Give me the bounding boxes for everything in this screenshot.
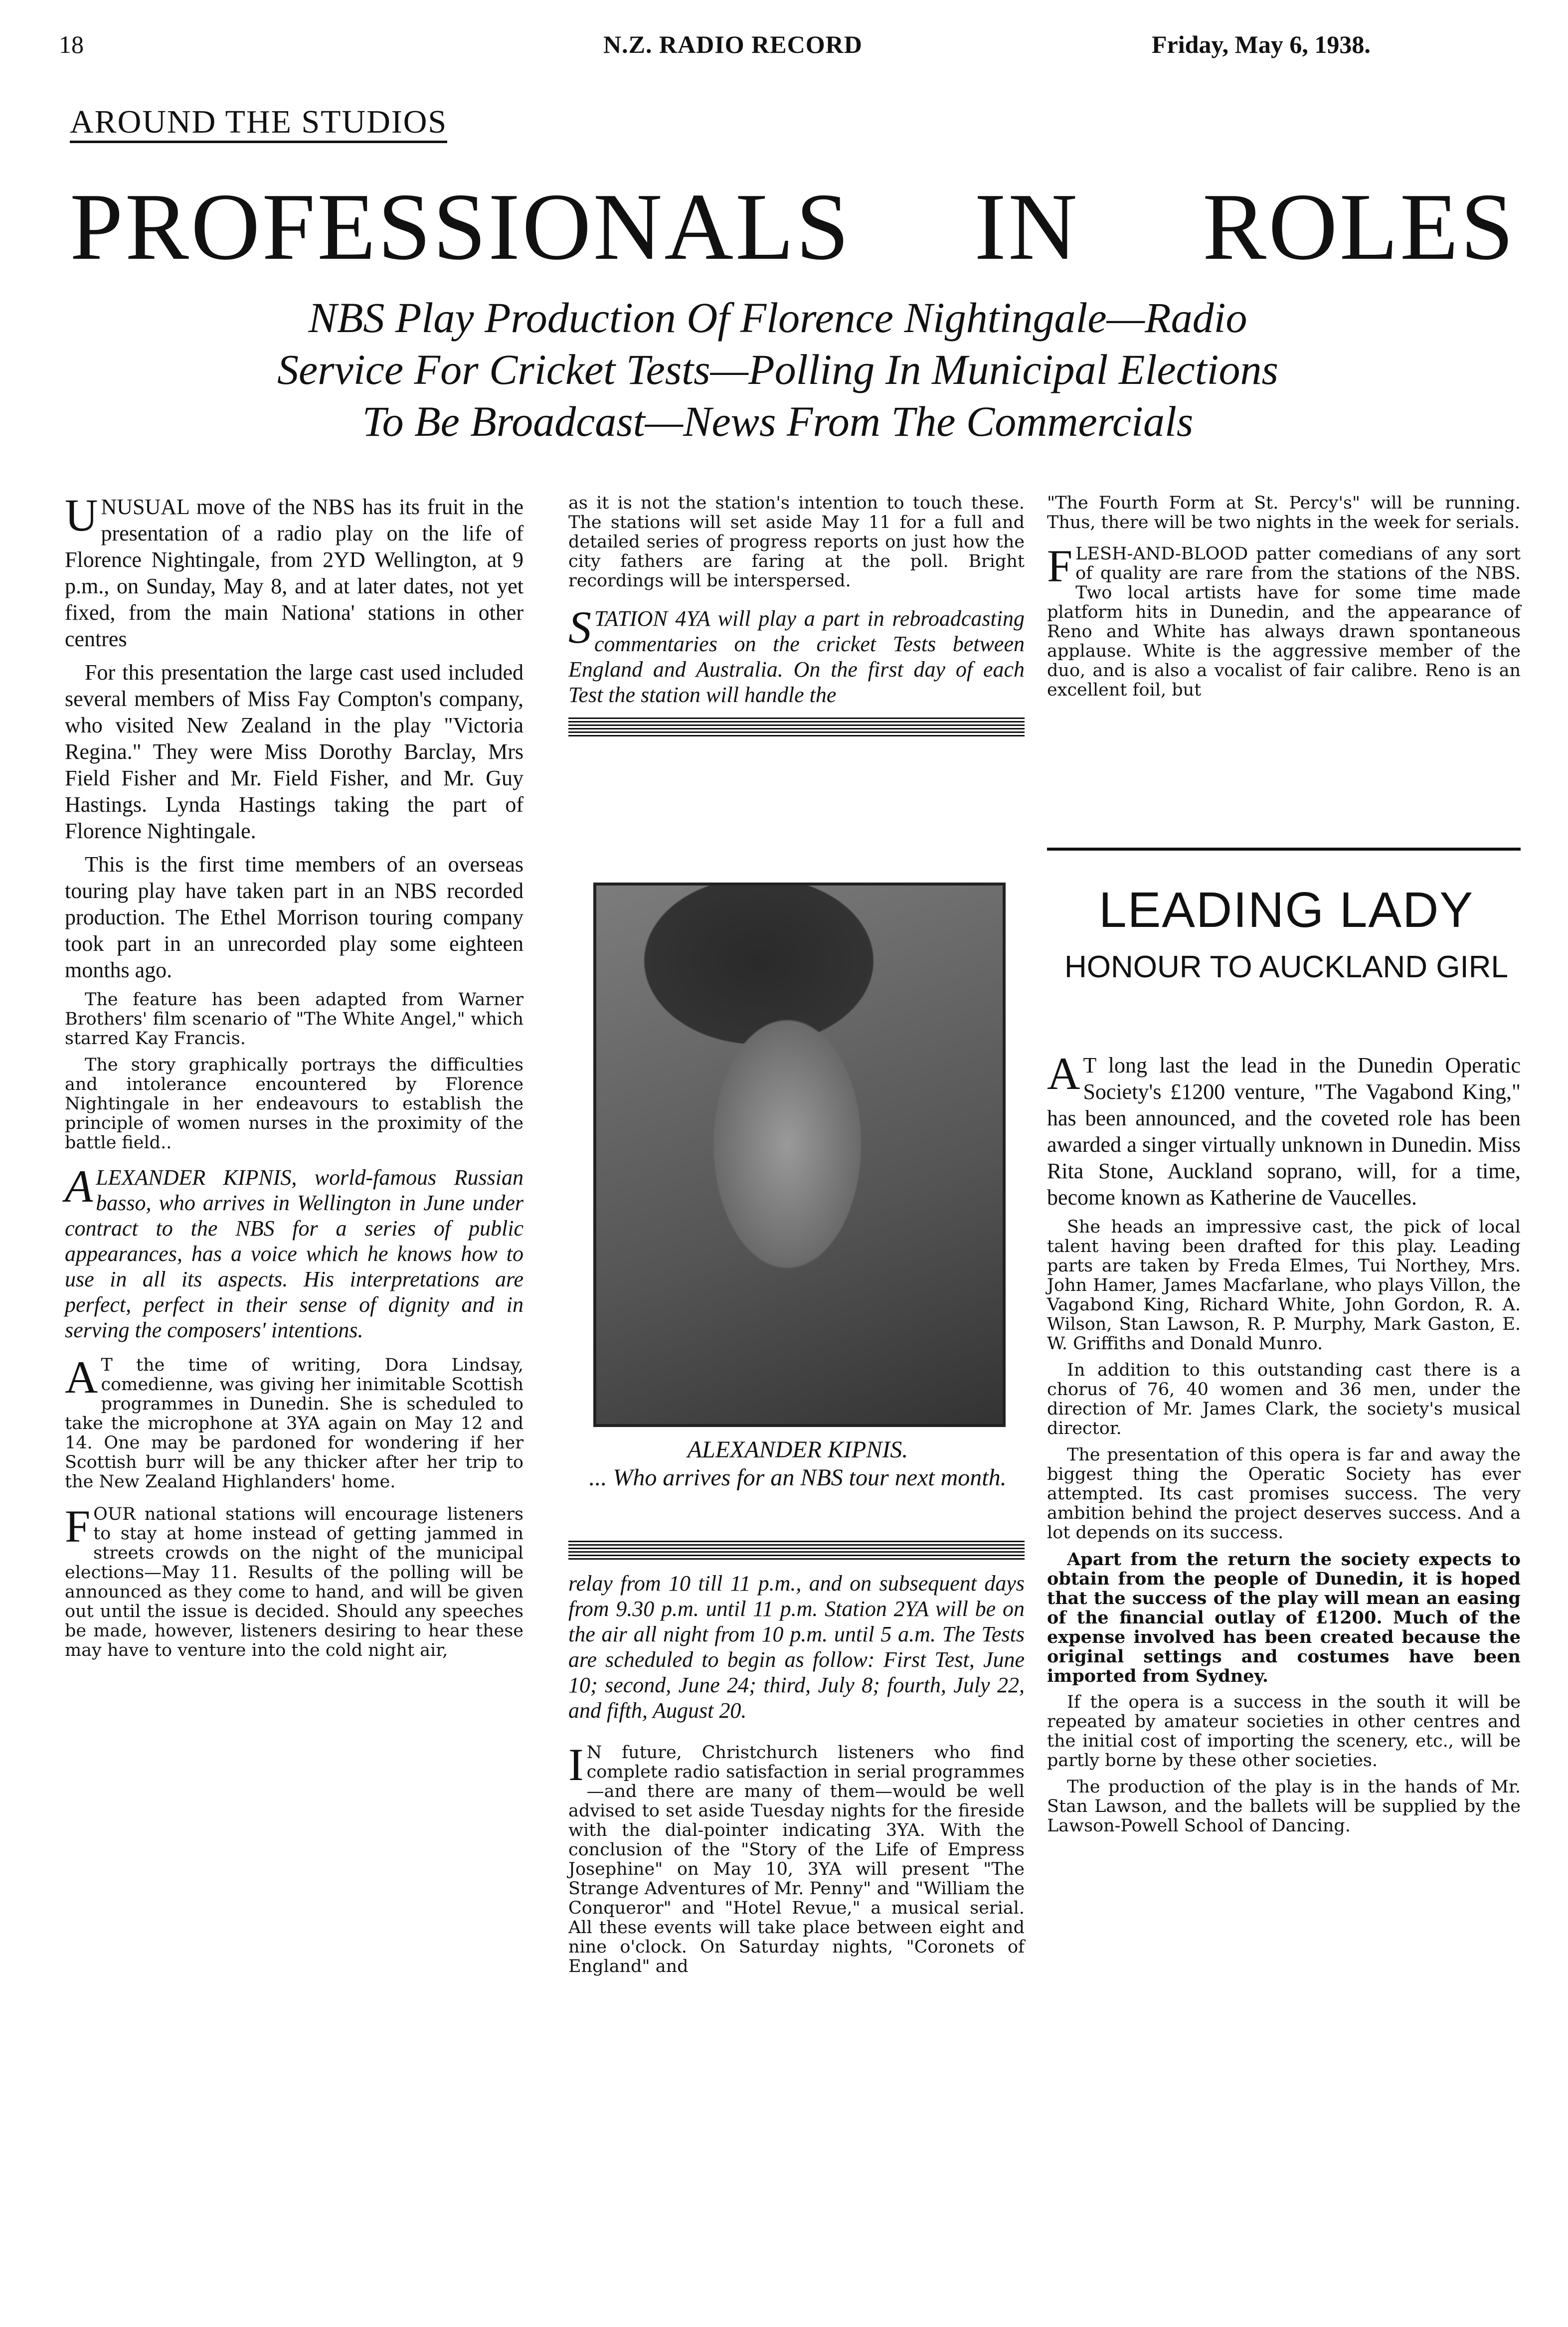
paragraph: relay from 10 till 11 p.m., and on subsequent days from 9.30 p.m. until 11 p.m. Station 2YA will be on the air all night from 10 p.m. until 5 a.m. The Tests are scheduled to begin as follow: First Test, June 10; second, June 24; third, July 8; fourth, July 22, and fifth, August 20. [568, 1571, 1025, 1723]
leading-lady-title: LEADING LADY [1098, 882, 1474, 938]
dropcap: A [65, 1161, 93, 1212]
article-cricket [568, 602, 1025, 708]
paragraph: The production of the play is in the hands of Mr. Stan Lawson, and the ballets will be supplied by the Lawson-Powell School of Dancing. [1047, 1777, 1521, 1836]
section-rule [1047, 848, 1521, 851]
publication-name: N.Z. RADIO RECORD [603, 30, 863, 58]
dropcap: A [1047, 1048, 1080, 1099]
article-elections [65, 1501, 523, 1660]
dropcap: U [65, 490, 98, 540]
paragraph: "The Fourth Form at St. Percy's" will be running. Thus, there will be two nights in the week for serials. [1047, 493, 1521, 533]
headline [70, 170, 1516, 284]
paragraph: NUSUAL move of the NBS has its fruit in the presentation of a radio play on the life of Florence Nightingale, from 2YD Wellington, at 9 p.m., on Sunday, May 8, and at later dates, not yet fixed, from the main Nationa' stations in other centres [65, 495, 523, 651]
paragraph: For this presentation the large cast used included several members of Miss Fay Compton's company, who visited New Zealand in the play "Victoria Regina." They were Miss Dorothy Barclay, Mrs Field Fisher and Mr. Field Fisher, and Mr. Guy Hastings. Lynda Hastings taking the part of Florence Nightingale. [65, 660, 523, 843]
paragraph: as it is not the station's intention to touch these. The stations will set aside May 11 for a full and detailed series of progress reports on just how the city fathers are faring at the poll. Bright recordings will be interspersed. [568, 493, 1025, 591]
paragraph: She heads an impressive cast, the pick of local talent having been drafted for this play. Leading parts are taken by Freda Elmes, Tui Northey, Mrs. John Hamer, James Macfarlane, who plays Villon, the Vagabond King, Richard White, John Gordon, R. A. Wilson, Stan Lawson, R. P. Murphy, Mark Gaston, E. W. Griffiths and Donald Munro. [1047, 1217, 1521, 1354]
dropcap: F [65, 1501, 91, 1552]
column-2-lower [568, 1541, 1025, 1983]
paragraph: If the opera is a success in the south it will be repeated by amateur societies in other centres and the initial cost of importing the scenery, etc., will be partly borne by these other societies. [1047, 1692, 1521, 1771]
divider [568, 1541, 1025, 1561]
paragraph-bold: Apart from the return the society expects to obtain from the people of Dunedin, it is hoped that the success of the play will mean an easing of the financial outlay of £1200. Much of the expense involved has been created because the original settings and costumes have been imported from Sydney. [1047, 1549, 1521, 1686]
subheadline [150, 292, 1406, 447]
paragraph: T long last the lead in the Dunedin Operatic Society's £1200 venture, "The Vagabond King," has been announced, and the coveted role has been awarded a singer virtually unknown in Dunedin. Miss Rita Stone, Auckland soprano, will, for a time, become known as Katherine de Vaucelles. [1047, 1053, 1521, 1210]
dropcap: I [568, 1739, 584, 1790]
caption-name: ALEXANDER KIPNIS. [687, 1436, 908, 1463]
article-nightingale [65, 490, 523, 983]
paragraph: The presentation of this opera is far and away the biggest thing the Operatic Society has ever attempted. Its cast promises success. The very ambition behind the project deserves success. And a lot depends on its success. [1047, 1445, 1521, 1543]
paragraph: The feature has been adapted from Warner Brothers' film scenario of "The White Angel," which starred Kay Francis. [65, 990, 523, 1049]
article-nightingale-cont [65, 990, 523, 1153]
dropcap: S [568, 602, 591, 653]
subheadline-line-3: To Be Broadcast—News From The Commercials [362, 397, 1194, 445]
article-kipnis [65, 1161, 523, 1343]
headline-word-1: PROFESSIONALS [70, 174, 852, 280]
section-label: AROUND THE STUDIOS [70, 104, 447, 143]
paragraph: OUR national stations will encourage listeners to stay at home instead of getting jammed in streets crowds on the night of the municipal elections—May 11. Results of the polling will be announced as they come to hand, and will be given out until the issue is decided. Should any speeches be made, however, listeners desiring to hear these may have to venture into the cold night air, [65, 1504, 523, 1660]
article-serials [568, 1739, 1025, 1976]
article-lindsay [65, 1352, 523, 1492]
article-cricket-cont [568, 1571, 1025, 1723]
column-2 [568, 494, 1025, 737]
paragraph: TATION 4YA will play a part in rebroadcasting commentaries on the cricket Tests between England and Australia. On the first day of each Test the station will handle the [568, 606, 1025, 707]
article-reno-white [1047, 540, 1521, 700]
column-3 [1047, 494, 1521, 707]
caption-text: ... Who arrives for an NBS tour next month. [589, 1464, 1007, 1491]
paragraph: In addition to this outstanding cast there is a chorus of 76, 40 women and 36 men, under the direction of Mr. James Clark, the society's musical director. [1047, 1360, 1521, 1438]
divider [568, 717, 1025, 737]
dropcap: A [65, 1352, 98, 1403]
paragraph: LEXANDER KIPNIS, world-famous Russian basso, who arrives in Wellington in June under contract to the NBS for a series of public appearances, has a voice which he knows how to use in all its aspects. His interpretations are perfect, perfect in their sense of dignity and in serving the composers' intentions. [65, 1165, 523, 1342]
portrait-photo [593, 883, 1006, 1427]
article-serials-cont [1047, 494, 1521, 533]
article-leading-lady [1047, 1048, 1521, 1843]
paragraph: This is the first time members of an overseas touring play have taken part in an NBS recorded production. The Ethel Morrison touring company took part in an unrecorded play some eighteen months ago. [65, 852, 523, 982]
paragraph: The story graphically portrays the difficulties and intolerance encountered by Florence Nightingale in her endeavours to establish the principle of women nurses in the proximity of the battle field.. [65, 1055, 523, 1153]
paragraph: T the time of writing, Dora Lindsay, comedienne, was giving her inimitable Scottish programmes in Dunedin. She is scheduled to take the microphone at 3YA again on May 12 and 14. One may be pardoned for wondering if her Scottish burr will be any thicker after her trip to the New Zealand Highlanders' home. [65, 1355, 523, 1492]
subheadline-line-1: NBS Play Production Of Florence Nightingale—Radio [308, 294, 1247, 342]
paragraph: LESH-AND-BLOOD patter comedians of any sort of quality are rare from the stations of the NBS. Two local artists have for some time made platform hits in Dunedin, and the appearance of Reno and White has always drawn spontaneous applause. White is the aggressive member of the duo, and is also a vocalist of fair calibre. Reno is an excellent foil, but [1047, 544, 1521, 700]
dropcap: F [1047, 540, 1073, 591]
paragraph: N future, Christchurch listeners who find complete radio satisfaction in serial programmes—and there are many of them—would be well advised to set aside Tuesday nights for the fireside with the dial-pointer indicating 3YA. With the conclusion of the "Story of the Life of Empress Josephine" on May 10, 3YA will present "The Strange Adventures of Mr. Penny" and "William the Conqueror" and "Hotel Revue," a musical serial. All these events will take place between eight and nine o'clock. On Saturday nights, "Coronets of England" and [568, 1743, 1025, 1976]
photo-caption [573, 1436, 1022, 1492]
subheadline-line-2: Service For Cricket Tests—Polling In Municipal Elections [277, 346, 1278, 393]
article-elections-cont [568, 494, 1025, 591]
headline-word-2: IN [974, 174, 1079, 280]
leading-lady-subtitle: HONOUR TO AUCKLAND GIRL [1064, 950, 1508, 984]
headline-word-3: ROLES [1202, 174, 1516, 280]
issue-date: Friday, May 6, 1938. [1152, 30, 1371, 58]
page-number: 18 [59, 30, 84, 58]
column-1 [65, 490, 523, 1667]
